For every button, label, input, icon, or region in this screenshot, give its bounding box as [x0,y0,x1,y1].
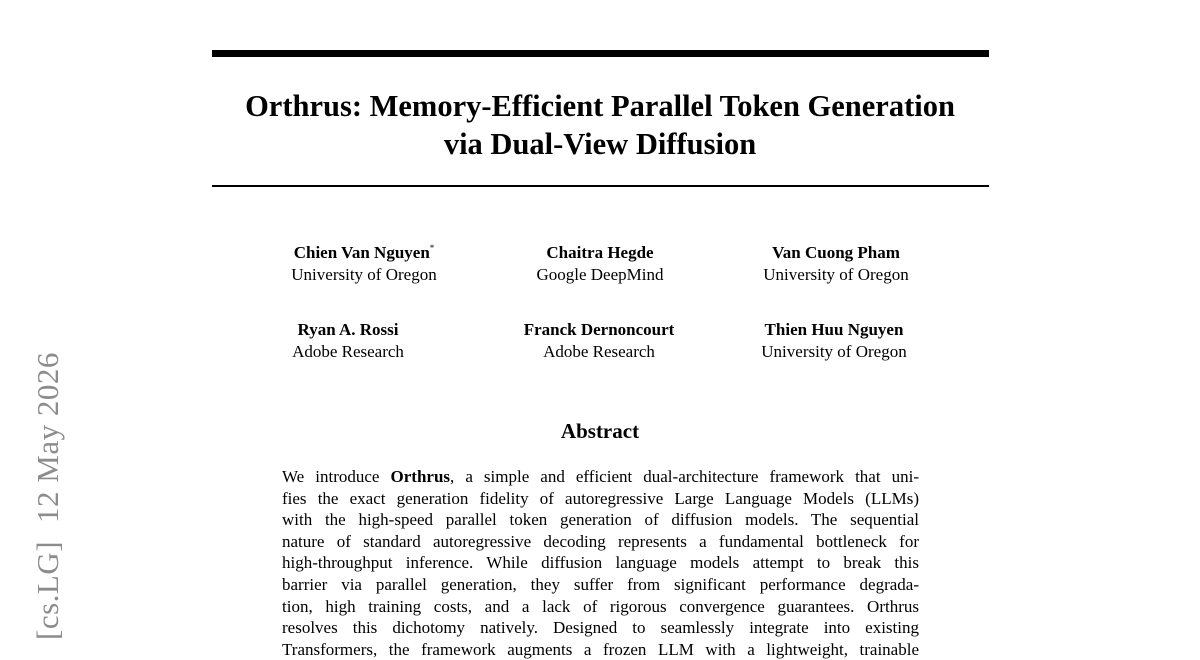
abstract-line: high-throughput inference. While diffusion language models attempt to break this [282,553,919,573]
author-affiliation: Adobe Research [543,342,655,361]
author-name: Franck Dernoncourt [523,320,675,339]
author-affiliation: Adobe Research [292,342,404,361]
title-top-rule [212,50,989,57]
author-affiliation: University of Oregon [291,265,437,284]
author-name: Chaitra Hegde [546,243,654,262]
abstract-line: fies the exact generation fidelity of autoregressive Large Language Models (LLMs) [282,488,919,508]
author-block [726,242,946,286]
author-name: Van Cuong Pham [772,243,900,262]
author-affiliation: University of Oregon [763,265,909,284]
author-name: Chien Van Nguyen* [293,243,435,262]
framework-name: Orthrus [390,467,451,486]
abstract-line: nature of standard autoregressive decoding represents a fundamental bottleneck for [282,531,919,551]
abstract-line: with the high-speed parallel token generation of diffusion models. The sequential [282,510,919,530]
arxiv-date: 12 May 2026 [30,352,65,523]
title-line-1: Orthrus: Memory-Efficient Parallel Token Generation [245,89,955,123]
abstract-line: We introduce Orthrus, a simple and efficient dual-architecture framework that uni- [282,467,919,486]
author-affiliation: University of Oregon [761,342,907,361]
abstract-heading: Abstract [560,419,640,443]
author-footnote-marker: * [429,243,435,253]
abstract-body [282,466,919,660]
paper-title [205,87,995,163]
abstract-line: resolves this dichotomy natively. Designed to seamlessly integrate into existing [282,618,919,638]
title-line-2: via Dual-View Diffusion [443,127,757,161]
author-affiliation: Google DeepMind [536,265,664,284]
abstract-line: Transformers, the framework augments a frozen LLM with a lightweight, trainable [282,639,919,659]
arxiv-category: [cs.LG] [30,540,65,640]
abstract-line: tion, high training costs, and a lack of rigorous convergence guarantees. Orthrus [282,596,919,616]
author-block [490,242,710,286]
author-name: Ryan A. Rossi [297,320,399,339]
author-block [471,319,727,363]
abstract-line: barrier via parallel generation, they suffer from significant performance degrada- [282,574,919,594]
title-bottom-rule [212,185,989,187]
arxiv-sidebar-stamp [28,334,68,640]
author-block [254,242,474,286]
author-block [238,319,458,363]
author-name: Thien Huu Nguyen [764,320,904,339]
author-block [724,319,944,363]
